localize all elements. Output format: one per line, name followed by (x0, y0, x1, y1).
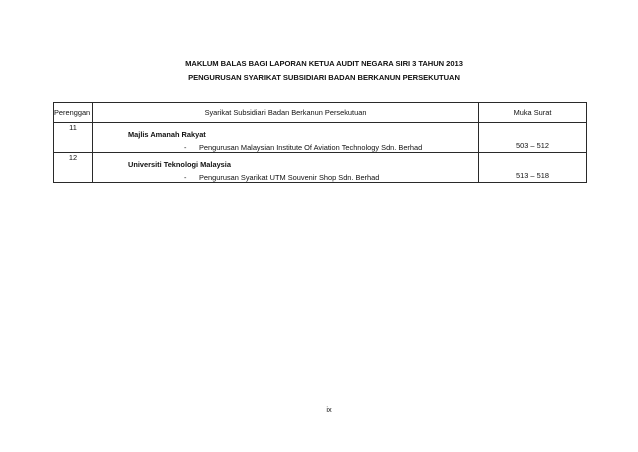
header-page: Muka Surat (479, 103, 587, 123)
entity-name: Universiti Teknologi Malaysia (128, 160, 231, 169)
document-title-line-2: PENGURUSAN SYARIKAT SUBSIDIARI BADAN BERKANUN PERSEKUTUAN (188, 73, 460, 82)
table-row (54, 153, 587, 183)
page-range: 513 – 518 (516, 171, 549, 180)
table-header-row (54, 103, 587, 123)
summary-table (53, 102, 587, 183)
page-range: 503 – 512 (516, 141, 549, 150)
page-number: ix (326, 405, 332, 414)
header-company: Syarikat Subsidiari Badan Berkanun Persekutuan (93, 103, 479, 123)
entity-name: Majlis Amanah Rakyat (128, 130, 206, 139)
page-range-cell (479, 153, 587, 183)
sub-item (93, 139, 478, 152)
company-cell (93, 123, 479, 153)
header-paragraph: Perenggan (54, 103, 93, 123)
document-title-line-1: MAKLUM BALAS BAGI LAPORAN KETUA AUDIT NEGARA SIRI 3 TAHUN 2013 (185, 59, 463, 68)
sub-item-text: Pengurusan Syarikat UTM Souvenir Shop Sdn. Berhad (199, 173, 380, 182)
bullet-dash: - (184, 143, 187, 152)
bullet-dash: - (184, 173, 187, 182)
paragraph-number: 11 (54, 123, 93, 153)
company-cell (93, 153, 479, 183)
sub-item (93, 169, 478, 182)
page-range-cell (479, 123, 587, 153)
table-row (54, 123, 587, 153)
paragraph-number: 12 (54, 153, 93, 183)
sub-item-text: Pengurusan Malaysian Institute Of Aviation Technology Sdn. Berhad (199, 143, 423, 152)
